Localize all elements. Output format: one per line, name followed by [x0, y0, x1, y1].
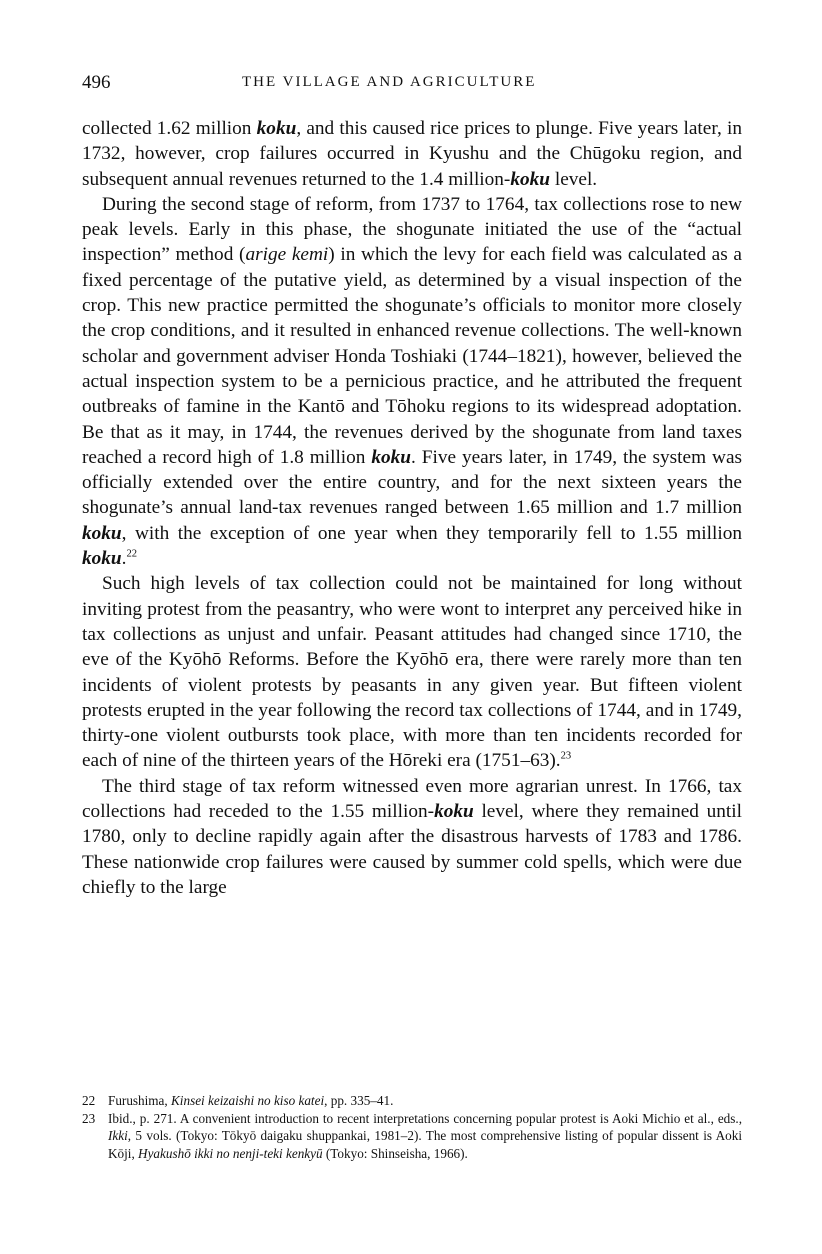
page-number: 496 — [82, 72, 111, 93]
bold-italic-term — [510, 169, 550, 190]
body-paragraph — [82, 192, 742, 571]
footnote — [82, 1092, 742, 1110]
text-run: ) in which the levy for each field was calculated as a fixed percentage of the putative yield, as determined by a visual inspection of the crop. This new practice permitted the shogunate’s officials to monitor more closely the crop conditions, and it resulted in enhanced revenue collections. The well-known scholar and government adviser Honda Toshiaki (1744–1821), however, believed the actual inspection system to be a pernicious practice, and he attributed the frequent outbreaks of famine in the Kantō and Tōhoku regions to its widespread adoptation. Be that as it may, in 1744, the revenues derived by the shogunate from land taxes reached a record high of 1.8 million — [82, 244, 742, 468]
italic-term: koku — [510, 168, 551, 190]
footnote — [82, 1110, 742, 1163]
italic-term: koku — [82, 522, 122, 544]
bold-italic-term — [257, 118, 297, 139]
body-paragraph — [82, 116, 742, 192]
footnote-number: 22 — [82, 1093, 96, 1108]
text-run: The third stage of tax reform witnessed even more agrarian unrest. In 1766, tax collections had receded to the 1.55 million- — [82, 775, 742, 823]
text-run: collected 1.62 million — [82, 118, 257, 139]
running-head: THE VILLAGE AND AGRICULTURE — [242, 74, 537, 90]
italic-term: Kinsei keizaishi no kiso katei — [171, 1093, 325, 1108]
italic-term: koku — [256, 118, 297, 139]
italic-term: koku — [82, 548, 122, 570]
bold-italic-term — [434, 801, 474, 822]
footnote-ref: 22 — [126, 548, 138, 560]
bold-italic-term — [371, 447, 411, 468]
italic-term: Ikki — [108, 1128, 128, 1144]
text-run: level. — [550, 168, 598, 190]
bold-italic-term — [82, 548, 122, 569]
text-run: . — [121, 548, 127, 570]
body-paragraph — [82, 774, 742, 900]
text-run: , and this caused rice prices to plunge. Five years later, in 1732, however, crop failures occurred in Kyushu and the Chūgoku region, and subsequent annual revenues returned to the 1.4 million- — [82, 118, 743, 190]
text-run: , pp. 335–41. — [324, 1093, 394, 1108]
text-run: (Tokyo: Shinseisha, 1966). — [322, 1145, 468, 1161]
text-run: . Five years later, in 1749, the system was officially extended over the entire country, and for the next sixteen years the shogunate’s annual land-tax revenues ranged between 1.65 million and 1.7 million — [82, 446, 743, 519]
footnote-ref: 23 — [560, 751, 572, 762]
text-run: level, where they remained until 1780, only to decline rapidly again after the disastrous harvests of 1783 and 1786. These nationwide crop failures were caused by summer cold spells, which were due chiefly to the large — [82, 801, 742, 898]
italic-term: koku — [371, 446, 412, 468]
footnotes — [82, 1092, 742, 1162]
italic-term: koku — [434, 801, 474, 823]
page-header — [82, 72, 742, 98]
bold-italic-term — [82, 523, 122, 544]
footnote-number: 23 — [82, 1110, 96, 1126]
text-run: Furushima, — [108, 1093, 172, 1108]
text-run: , with the exception of one year when they temporarily fell to 1.55 million — [121, 522, 742, 544]
body-text — [82, 116, 742, 900]
italic-term: Hyakushō ikki no nenji-teki kenkyū — [138, 1145, 323, 1161]
text-run: , 5 vols. (Tokyo: Tōkyō daigaku shuppankai, 1981–2). The most comprehensive listing of popular dissent is Aoki Kōji, — [108, 1128, 742, 1161]
body-paragraph — [82, 571, 742, 773]
text-run: Ibid., p. 271. A convenient introduction to recent interpretations concerning popular protest is Aoki Michio et al., eds., — [108, 1110, 742, 1126]
text-run: Such high levels of tax collection could not be maintained for long without inviting protest from the peasantry, who were wont to interpret any perceived hike in tax collections as unjust and unfair. Peasant attitudes had changed since 1710, the eve of the Kyōhō Reforms. Before the Kyōhō era, there were rarely more than ten incidents of violent protests by peasants in any given year. But fifteen violent protests erupted in the year following the record tax collections of 1744, and in 1749, thirty-one violent outbursts took place, with more than ten incidents recorded for each of nine of the thirteen years of the Hōreki era (1751–63). — [82, 573, 742, 772]
text-run: During the second stage of reform, from 1737 to 1764, tax collections rose to new peak levels. Early in this phase, the shogunate initiated the use of the “actual inspection” method ( — [82, 193, 742, 266]
italic-term: arige kemi — [245, 244, 329, 266]
